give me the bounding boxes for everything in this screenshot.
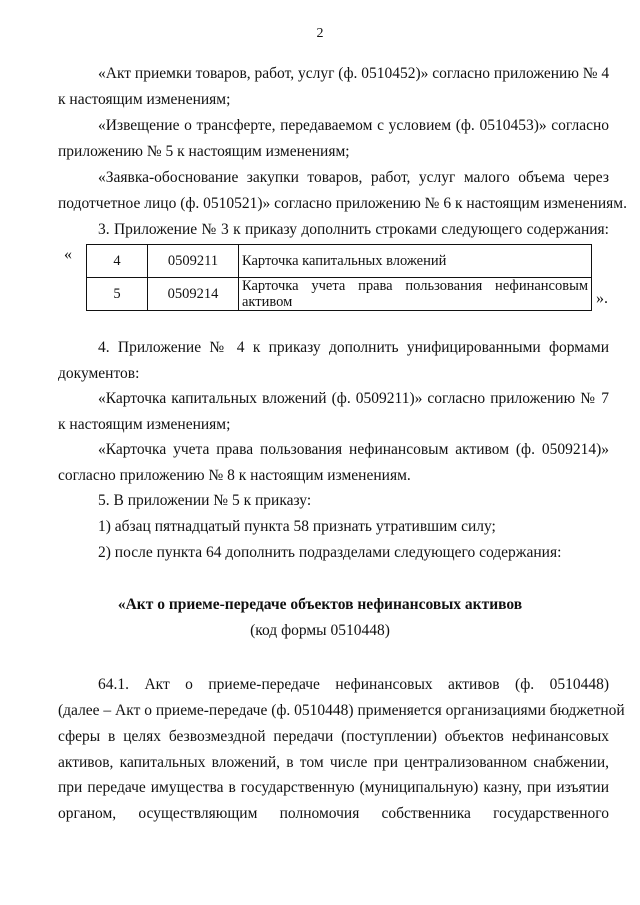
section-subheading: (код формы 0510448) [250,622,390,639]
paragraph-line: 4. Приложение № 4 к приказу дополнить унифицированными формами [98,339,609,356]
table-row [87,245,592,278]
page-number: 2 [316,26,324,41]
paragraph-line: «Карточка учета права пользования нефинансовым активом (ф. 0509214)» [98,441,609,458]
row-number: 4 [87,245,148,278]
paragraph-line: 64.1. Акт о приеме-передаче нефинансовых активов (ф. 0510448) [98,676,609,693]
paragraph-line: «Карточка капитальных вложений (ф. 0509211)» согласно приложению № 7 [98,390,609,407]
paragraph-line: приложению № 5 к настоящим изменениям; [58,143,350,160]
section-heading: «Акт о приеме-передаче объектов нефинансовых активов [117,596,523,613]
form-name-line: Карточка учета права пользования нефинансовым [242,278,588,294]
form-name-line: активом [242,294,293,310]
inserted-rows-table [86,244,592,311]
paragraph-line: подотчетное лицо (ф. 0510521)» согласно приложению № 6 к настоящим изменениям. [58,195,627,212]
form-code: 0509211 [148,245,239,278]
paragraph-line: 3. Приложение № 3 к приказу дополнить строками следующего содержания: [98,221,609,238]
quote-close-mark: ». [596,290,608,307]
paragraph-line: 5. В приложении № 5 к приказу: [98,492,312,509]
paragraph-line: документов: [58,365,140,382]
form-name [239,245,592,278]
paragraph-line: (далее – Акт о приеме-передаче (ф. 0510448) применяется организациями бюджетной [58,702,625,719]
paragraph-line: при передаче имущества в государственную (муниципальную) казну, при изъятии [58,779,609,796]
table-row [87,278,592,311]
paragraph-line: «Извещение о трансферте, передаваемом с условием (ф. 0510453)» согласно [98,117,609,134]
quote-open-mark: « [64,246,72,263]
paragraph-line: сферы в целях безвозмездной передачи (поступлении) объектов нефинансовых [58,728,609,745]
paragraph-line: к настоящим изменениям; [58,416,231,433]
paragraph-line: согласно приложению № 8 к настоящим изменениям. [58,467,411,484]
form-name [239,278,592,311]
paragraph-line: «Акт приемки товаров, работ, услуг (ф. 0510452)» согласно приложению № 4 [98,65,610,82]
paragraph-line: «Заявка-обоснование закупки товаров, работ, услуг малого объема через [98,169,609,186]
paragraph-line: активов, капитальных вложений, в том числе при централизованном снабжении, [58,754,609,771]
paragraph-line: 2) после пункта 64 дополнить подразделами следующего содержания: [98,544,562,561]
form-code: 0509214 [148,278,239,311]
form-name-line: Карточка капитальных вложений [242,253,447,269]
paragraph-line: к настоящим изменениям; [58,91,231,108]
row-number: 5 [87,278,148,311]
paragraph-line: 1) абзац пятнадцатый пункта 58 признать утратившим силу; [98,518,496,535]
paragraph-line: органом, осуществляющим полномочия собственника государственного [58,805,609,822]
